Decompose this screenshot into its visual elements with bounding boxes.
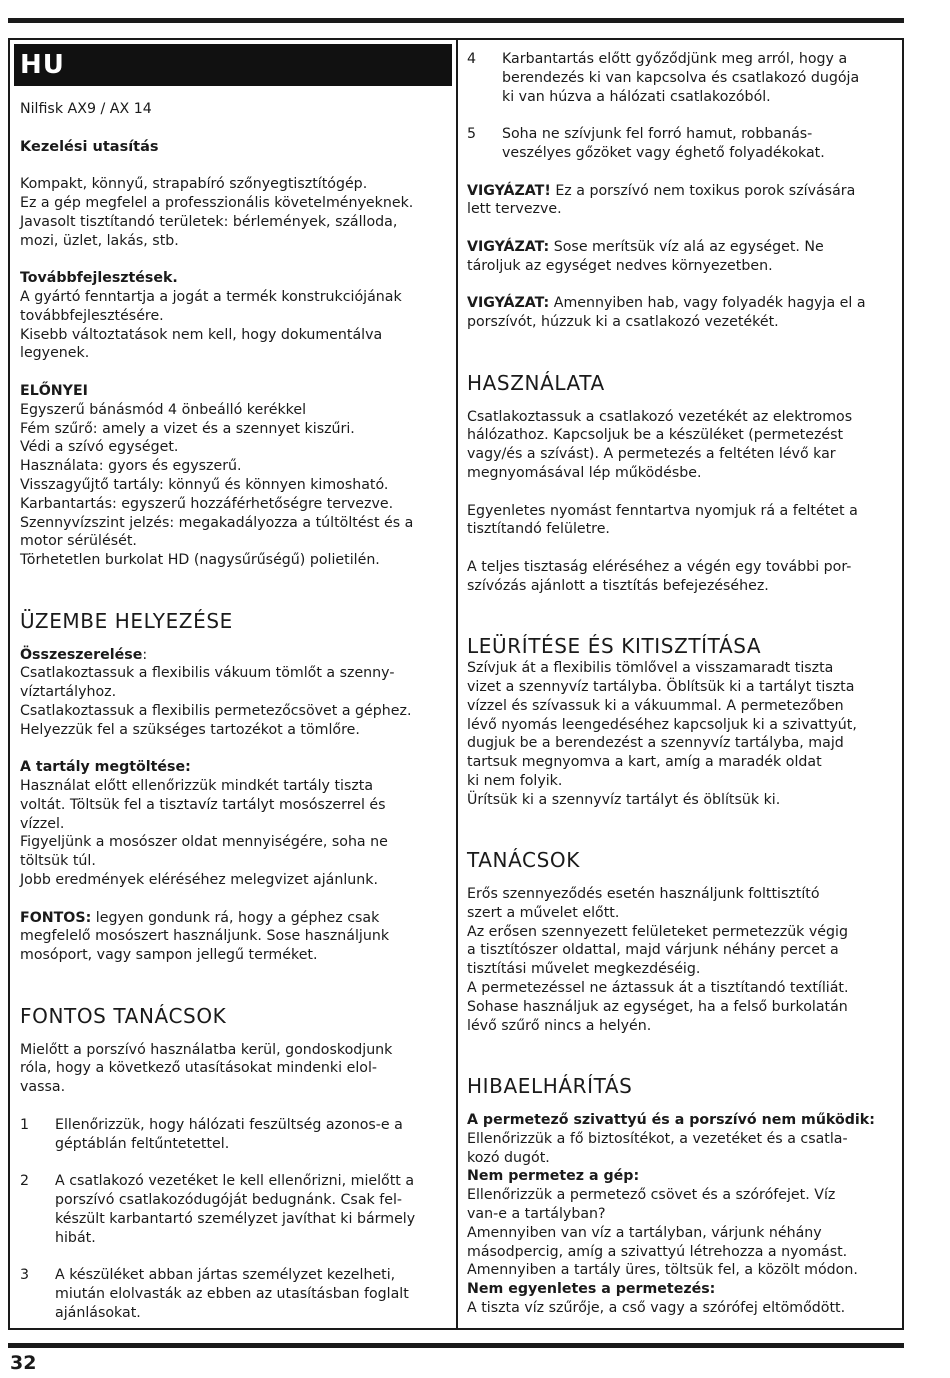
advice-section-title: TANÁCSOK (467, 848, 580, 873)
top-rule (8, 18, 904, 23)
assembly-heading: Összeszerelése: (20, 646, 148, 663)
model-name: Nilfisk AX9 / AX 14 (20, 101, 152, 117)
advantages-heading: ELŐNYEI (20, 382, 88, 399)
language-header: HU (14, 44, 452, 86)
page-number: 32 (10, 1352, 37, 1374)
filling-text: Használat előtt ellenőrizzük mindkét tartály tiszta voltát. Töltsük fel a tisztavíz tartályt mosószerrel és vízzel. Figyeljünk a mosószer oldat mennyiségére, soha ne töltsük túl. Jobb eredmények eléréséhez melegvizet ajánlunk. (20, 778, 388, 889)
usage-section-title: HASZNÁLATA (467, 370, 605, 395)
tips-item-2: 2 A csatlakozó vezetéket le kell ellenőrizni, mielőtt a porszívó csatlakozódugóját bedugnánk. Csak fel- készült karbantartó személyzet javíthat ki bármely hibát. (20, 1173, 416, 1246)
tips-item-1: 1 Ellenőrizzük, hogy hálózati feszültség azonos-e a géptáblán feltűntetettel. (20, 1116, 403, 1152)
column-divider (456, 38, 458, 1330)
intro-text: Kompakt, könnyű, strapabíró szőnyegtisztítógép. Ez a gép megfelel a professzionális követelményeknek. Javasolt tisztítandó területek: bérlemények, szálloda, mozi, üzlet, lakás, stb. (20, 176, 414, 249)
improvements-text: A gyártó fenntartja a jogát a termék konstrukciójának továbbfejlesztésére. Kisebb változtatások nem kell, hogy dokumentálva legyenek. (20, 288, 402, 362)
tips-item-5: 5 Soha ne szívjunk fel forró hamut, robbanás- veszélyes gőzöket vagy éghető folyadékokat. (467, 126, 825, 161)
assembly-text: Csatlakoztassuk a flexibilis vákuum tömlőt a szenny- víztartályhoz. Csatlakoztassuk a flexibilis permetezőcsövet a géphez. Helyezzük fel a szükséges tartozékot a tömlőre. (20, 665, 412, 738)
advice-text: Erős szennyeződés esetén használjunk folttisztító szert a művelet előtt. Az erősen szennyezett felületeket permetezzük végig a tisztítószer oldattal, majd várjunk néhány percet a tisztítási művelet megkezdéséig. A permetezéssel ne áztassuk át a tisztítandó textíliát. Sohase használjuk az egységet, ha a felső burkolatán lévő szűrő nincs a helyén. (467, 886, 849, 1034)
improvements-heading: Továbbfejlesztések. (20, 270, 178, 287)
important-note: FONTOS: legyen gondunk rá, hogy a géphez csak megfelelő mosószert használjunk. Sose használjunk mosóport, vagy sampon jellegű terméket. (20, 909, 390, 964)
troubleshooting-item-1: A permetező szivattyú és a porszívó nem működik: Ellenőrizzük a fő biztosítékot, a vezetéket és a csatla- kozó dugót. (467, 1112, 875, 1166)
left-column (14, 44, 452, 1323)
troubleshooting-item-2: Nem permetez a gép: Ellenőrizzük a permetező csövet és a szórófejet. Víz van-e a tartályban? Amennyiben van víz a tartályban, várjunk néhány másodpercig, amíg a szivattyú létrehozza a nyomást. Amennyiben a tartály üres, töltsük fel, a közölt módon. (467, 1168, 858, 1279)
manual-title: Kezelési utasítás (20, 138, 159, 155)
advantages-list: Egyszerű bánásmód 4 önbeálló kerékkel Fém szűrő: amely a vizet és a szennyet kiszűri. Védi a szívó egységet. Használata: gyors és egyszerű. Visszagyűjtő tartály: könnyű és könnyen kimosható. Karbantartás: egyszerű hozzáférhetőségre tervezve. Szennyvízszint jelzés: megakadályozza a túltöltést és a motor sérülését. Törhetetlen burkolat HD (nagysűrűségű) polietilén. (20, 401, 414, 569)
tips-item-3: 3 A készüléket abban jártas személyzet kezelheti, miután elolvasták az ebben az utasításban foglalt ajánlásokat. (20, 1267, 409, 1321)
troubleshooting-item-3: Nem egyenletes a permetezés: A tiszta víz szűrője, a cső vagy a szórófej eltömődött. (467, 1281, 846, 1317)
troubleshooting-section-title: HIBAELHÁRÍTÁS (467, 1074, 633, 1099)
usage-text-1: Csatlakoztassuk a csatlakozó vezetékét az elektromos hálózathoz. Kapcsoljuk be a készüléket (permetezést vagy/és a szívást). A permetezés a feltéten lévő kar megnyomásával lép működésbe. (467, 408, 853, 481)
bottom-rule (8, 1343, 904, 1348)
emptying-section-title: LEÜRÍTÉSE ÉS KITISZTÍTÁSA (467, 634, 762, 659)
right-column (467, 50, 895, 1318)
usage-text-2: Egyenletes nyomást fenntartva nyomjuk rá a feltétet a tisztítandó felületre. (467, 502, 858, 538)
tips-section-title: FONTOS TANÁCSOK (20, 1003, 227, 1028)
setup-section-title: ÜZEMBE HELYEZÉSE (20, 608, 233, 633)
tips-intro: Mielőtt a porszívó használatba kerül, gondoskodjunk róla, hogy a következő utasításokat mindenki elol- vassa. (20, 1041, 393, 1096)
warning-1: VIGYÁZAT! Ez a porszívó nem toxikus porok szívására lett tervezve. (467, 182, 856, 218)
warning-3: VIGYÁZAT: Amennyiben hab, vagy folyadék hagyja el a porszívót, húzzuk ki a csatlakozó vezetékét. (467, 295, 866, 331)
usage-text-3: A teljes tisztaság eléréséhez a végén egy további por- szívózás ajánlott a tisztítás befejezéséhez. (467, 558, 852, 594)
tips-item-4: 4 Karbantartás előtt győződjünk meg arról, hogy a berendezés ki van kapcsolva és csatlakozó dugója ki van húzva a hálózati csatlakozóból. (467, 51, 860, 105)
emptying-text: Szívjuk át a flexibilis tömlővel a visszamaradt tiszta vizet a szennyvíz tartályba. Öblítsük ki a tartályt tiszta vízzel és szívassuk ki a vákuummal. A permetezőben lévő nyomás leengedéséhez kapcsoljuk ki a szivattyút, dugjuk be a berendezést a szennyvíz tartályba, majd tartsuk megnyomva a kart, amíg a maradék oldat ki nem folyik. Ürítsük ki a szennyvíz tartályt és öblítsük ki. (467, 660, 857, 808)
filling-heading: A tartály megtöltése: (20, 759, 191, 776)
warning-2: VIGYÁZAT: Sose merítsük víz alá az egységet. Ne tároljuk az egységet nedves környezetben. (467, 238, 824, 274)
